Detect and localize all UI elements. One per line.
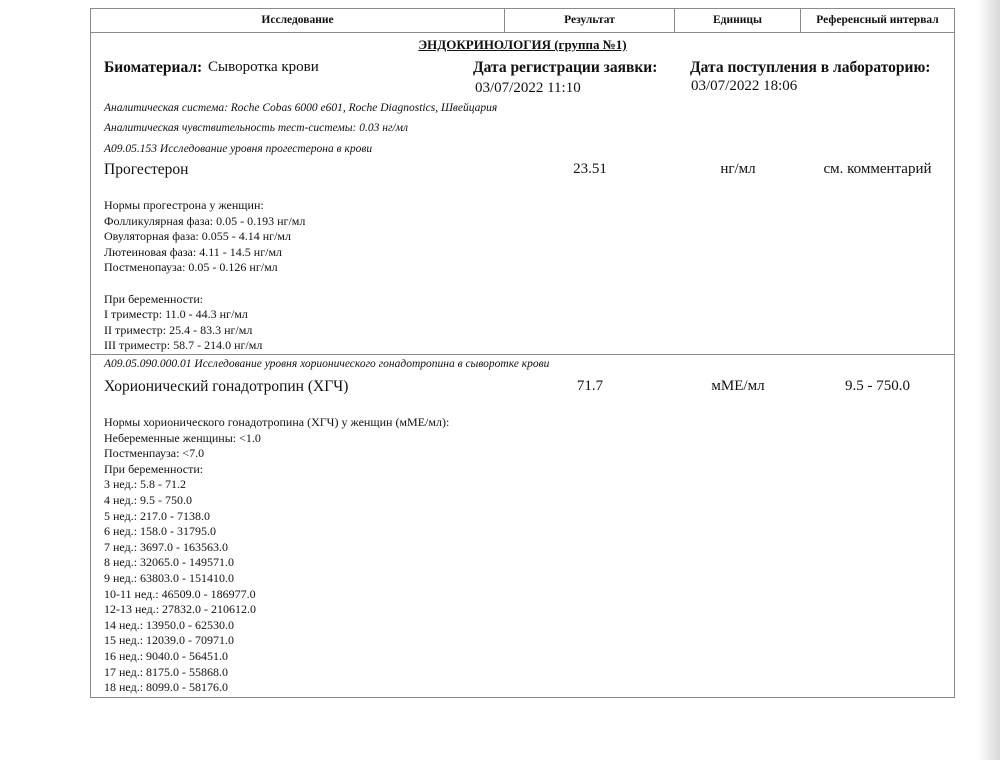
- row-divider: [91, 354, 954, 355]
- lab-report-table: [90, 8, 955, 698]
- test-code: A09.05.090.000.01 Исследование уровня хорионического гонадотропина в сыворотке крови: [104, 358, 550, 370]
- note-line: 8 нед.: 32065.0 - 149571.0: [104, 555, 235, 570]
- note-line: III триместр: 58.7 - 214.0 нг/мл: [104, 338, 263, 353]
- note-line: I триместр: 11.0 - 44.3 нг/мл: [104, 307, 248, 322]
- table-header: [91, 9, 954, 33]
- biomaterial-value: Сыворотка крови: [208, 59, 319, 75]
- note-line: Небеременные женщины: <1.0: [104, 430, 261, 445]
- note-line: 7 нед.: 3697.0 - 163563.0: [104, 539, 229, 554]
- test-reference: см. комментарий: [823, 161, 932, 177]
- section-title: ЭНДОКРИНОЛОГИЯ (группа №1): [418, 37, 627, 52]
- page-edge-shadow: [978, 0, 1000, 760]
- test-reference: 9.5 - 750.0: [845, 378, 910, 394]
- note-line: 6 нед.: 158.0 - 31795.0: [104, 524, 217, 539]
- note-line: 5 нед.: 217.0 - 7138.0: [104, 508, 211, 523]
- arrival-date-value: 03/07/2022 18:06: [691, 78, 798, 94]
- note-line: 4 нед.: 9.5 - 750.0: [104, 492, 193, 507]
- note-line: Постменпауза: <7.0: [104, 446, 205, 461]
- note-line: Овуляторная фаза: 0.055 - 4.14 нг/мл: [104, 229, 292, 244]
- note-line: Постменопауза: 0.05 - 0.126 нг/мл: [104, 260, 278, 275]
- note-line: II триместр: 25.4 - 83.3 нг/мл: [104, 322, 253, 337]
- registration-date-label: Дата регистрации заявки:: [473, 59, 658, 76]
- test-units: мМЕ/мл: [711, 378, 765, 394]
- test-code: A09.05.153 Исследование уровня прогестерона в крови: [104, 143, 373, 155]
- test-result: 23.51: [573, 161, 607, 177]
- test-units: нг/мл: [720, 161, 756, 177]
- arrival-date-label: Дата поступления в лабораторию:: [690, 59, 931, 76]
- test-name: Хорионический гонадотропин (ХГЧ): [104, 378, 349, 395]
- header-reference: Референсный интервал: [816, 14, 939, 26]
- registration-date-value: 03/07/2022 11:10: [475, 80, 581, 96]
- note-line: 10-11 нед.: 46509.0 - 186977.0: [104, 586, 256, 601]
- test-sensitivity: Аналитическая чувствительность тест-системы: 0.03 нг/мл: [104, 122, 408, 134]
- test-result: 71.7: [576, 378, 604, 394]
- note-line: 14 нед.: 13950.0 - 62530.0: [104, 617, 235, 632]
- note-line: 18 нед.: 8099.0 - 58176.0: [104, 680, 229, 695]
- hcg-norms: [104, 415, 449, 696]
- note-line: 15 нед.: 12039.0 - 70971.0: [104, 633, 235, 648]
- header-result: Результат: [505, 9, 675, 32]
- note-line: Лютеиновая фаза: 4.11 - 14.5 нг/мл: [104, 244, 283, 259]
- note-line: 16 нед.: 9040.0 - 56451.0: [104, 648, 229, 663]
- note-line: 9 нед.: 63803.0 - 151410.0: [104, 570, 235, 585]
- analytic-system: Аналитическая система: Roche Cobas 6000 e601, Roche Diagnostics, Швейцария: [104, 102, 498, 114]
- note-line: 12-13 нед.: 27832.0 - 210612.0: [104, 602, 257, 617]
- header-units: Единицы: [675, 9, 801, 32]
- note-line: При беременности:: [104, 461, 204, 476]
- note-line: 17 нед.: 8175.0 - 55868.0: [104, 664, 229, 679]
- note-line: Нормы хорионического гонадотропина (ХГЧ) у женщин (мМЕ/мл):: [104, 415, 450, 429]
- note-line: 3 нед.: 5.8 - 71.2: [104, 477, 187, 492]
- biomaterial-label: Биоматериал:: [104, 59, 203, 76]
- note-line: Нормы прогестрона у женщин:: [104, 198, 264, 212]
- test-name: Прогестерон: [104, 161, 189, 178]
- note-line: Фолликулярная фаза: 0.05 - 0.193 нг/мл: [104, 213, 306, 228]
- note-line: [104, 276, 305, 292]
- progesterone-norms: [104, 198, 305, 354]
- note-line: При беременности:: [104, 291, 204, 306]
- header-study: Исследование: [91, 9, 505, 32]
